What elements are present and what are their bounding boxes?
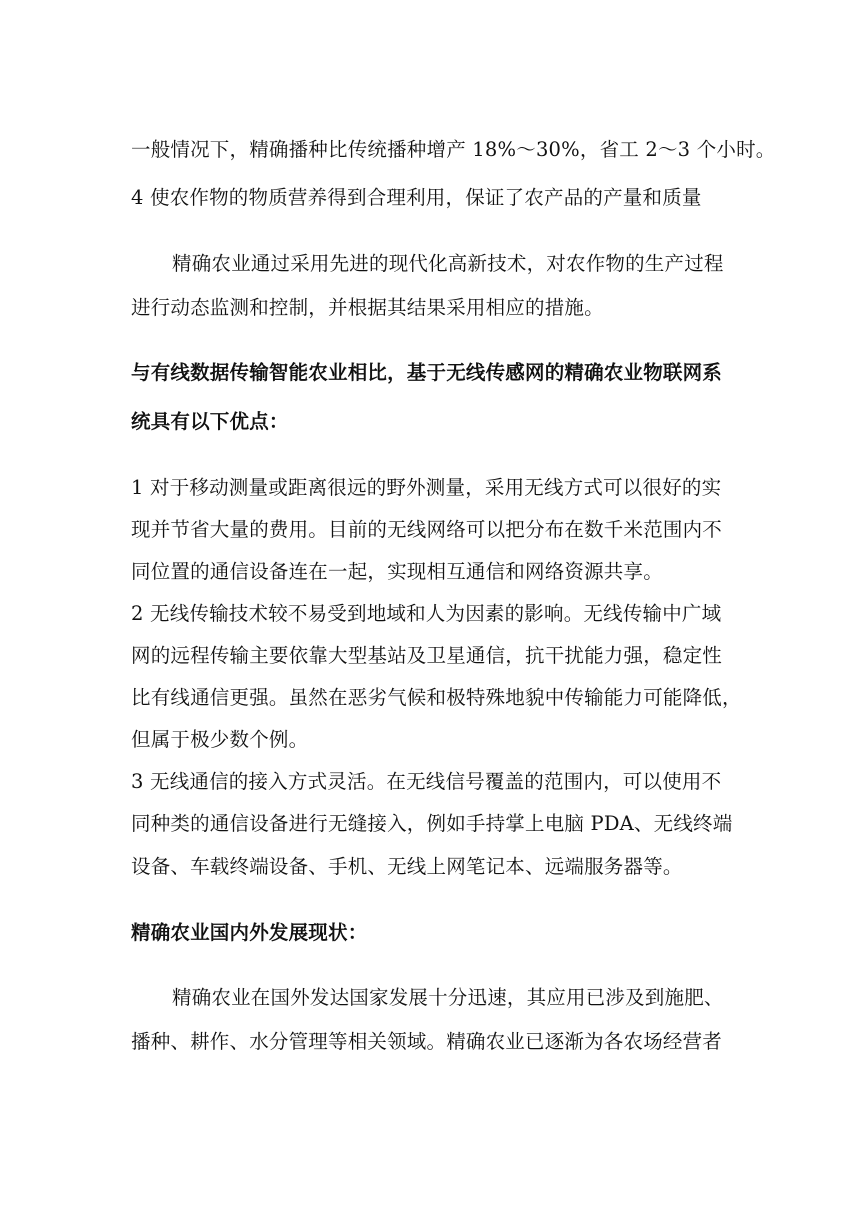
section-heading-line: 精确农业国内外发展现状： [131, 921, 368, 944]
paragraph-line: 精确农业在国外发达国家发展十分迅速，其应用已涉及到施肥、 [172, 986, 724, 1009]
list-item-line: 网的远程传输主要依靠大型基站及卫星通信，抗干扰能力强，稳定性 [131, 644, 723, 667]
list-item-line: 现并节省大量的费用。目前的无线网络可以把分布在数千米范围内不 [131, 518, 723, 541]
list-item-line: 3 无线通信的接入方式灵活。在无线信号覆盖的范围内，可以使用不 [131, 770, 722, 793]
list-item-line: 比有线通信更强。虽然在恶劣气候和极特殊地貌中传输能力可能降低， [131, 686, 742, 709]
list-item-line: 2 无线传输技术较不易受到地域和人为因素的影响。无线传输中广域 [131, 602, 722, 625]
list-item-line: 同位置的通信设备连在一起，实现相互通信和网络资源共享。 [131, 560, 663, 583]
paragraph-line: 4 使农作物的物质营养得到合理利用，保证了农产品的产量和质量 [131, 186, 702, 209]
list-item-line: 1 对于移动测量或距离很远的野外测量，采用无线方式可以很好的实 [131, 476, 722, 499]
paragraph-line: 一般情况下，精确播种比传统播种增产 18%～30%，省工 2～3 个小时。 [131, 138, 776, 161]
paragraph-line: 进行动态监测和控制，并根据其结果采用相应的措施。 [131, 296, 604, 319]
list-item-line: 同种类的通信设备进行无缝接入，例如手持掌上电脑 PDA、无线终端 [131, 812, 733, 835]
paragraph-line: 精确农业通过采用先进的现代化高新技术，对农作物的生产过程 [172, 252, 724, 275]
list-item-line: 设备、车载终端设备、手机、无线上网笔记本、远端服务器等。 [131, 855, 683, 878]
paragraph-line: 播种、耕作、水分管理等相关领域。精确农业已逐渐为各农场经营者 [131, 1030, 723, 1053]
list-item-line: 但属于极少数个例。 [131, 728, 309, 751]
section-heading-line: 与有线数据传输智能农业相比，基于无线传感网的精确农业物联网系 [131, 361, 723, 384]
section-heading-line: 统具有以下优点： [131, 410, 289, 433]
